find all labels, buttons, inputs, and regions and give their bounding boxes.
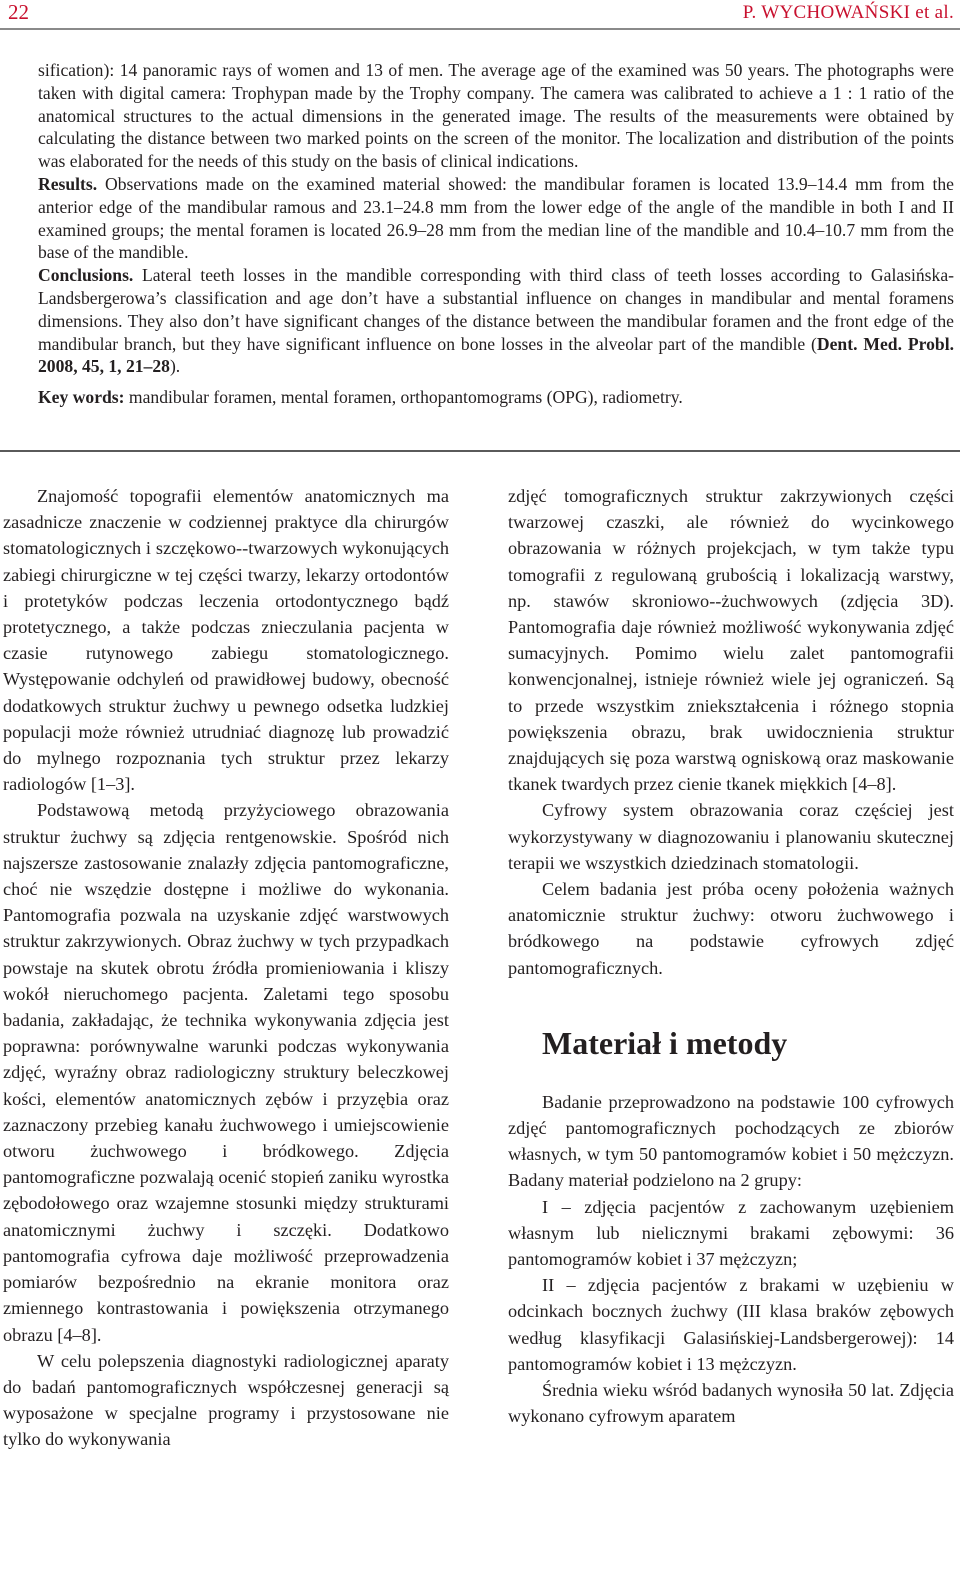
abstract (38, 59, 954, 409)
citation-close: ). (169, 356, 181, 377)
page-header (0, 0, 960, 24)
right-paragraph-7: Średnia wieku wśród badanych wynosiła 50 lat. Zdjęcia wykonano cyfrowym aparatem (508, 1380, 954, 1427)
section-heading: Materiał i metody (542, 1024, 788, 1061)
left-paragraph-3: W celu polepszenia diagnostyki radiologicznej aparaty do badań pantomograficznych współczesnej generacji są wyposażone w specjalne programy i przystosowane nie tylko do wykonywania (3, 1350, 449, 1450)
left-paragraph-1: Znajomość topografii elementów anatomicznych ma zasadnicze znaczenie w codziennej praktyce dla chirurgów stomatologicznych i szczękowo--twarzowych wykonujących zabiegi chirurgiczne w tej części twarzy, lekarzy ortodontów i protetyków podczas leczenia ortodontycznego bądź protetycznego, a także podczas znieczulania pacjenta w czasie rutynowego zabiegu stomatologicznego. Występowanie odchyleń od prawidłowej budowy, obecność dodatkowych struktur żuchwy u pewnego odsetka ludzkiej populacji może również utrudniać diagnozę lub prowadzić do mylnego rozpoznania tych struktur przez lekarzy radiologów [1–3]. (3, 486, 449, 795)
right-paragraph-2: Cyfrowy system obrazowania coraz częściej jest wykorzystywany w diagnozowaniu i planowaniu skutecznej terapii we wszystkich dziedzinach stomatologii. (508, 800, 954, 873)
right-column (508, 483, 954, 1430)
right-paragraph-3: Celem badania jest próba oceny położenia ważnych anatomicznie struktur żuchwy: otworu żuchwowego i bródkowego na podstawie cyfrowych zdjęć pantomograficznych. (508, 879, 954, 978)
right-paragraph-6: II – zdjęcia pacjentów z brakami w uzębieniu w odcinkach bocznych żuchwy (III klasa braków zębowych według klasyfikacji Galasińskiej-Landsbergerowej): 14 pantomogramów kobiet i 13 mężczyzn. (508, 1275, 954, 1374)
running-head: P. WYCHOWAŃSKI et al. (742, 2, 954, 23)
abstract-rule (0, 450, 960, 452)
conclusions-label: Conclusions. (38, 265, 134, 286)
keywords-text: mandibular foramen, mental foramen, orthopantomograms (OPG), radiometry. (124, 387, 683, 408)
abstract-method-paragraph (38, 59, 954, 173)
citation: Dent. Med. Probl. 2008, 45, 1, 21–28 (38, 333, 954, 377)
keywords-label: Key words: (38, 387, 125, 408)
left-paragraph-2: Podstawową metodą przyżyciowego obrazowania struktur żuchwy są zdjęcia rentgenowskie. Spośród nich najszersze zastosowanie znalazły zdjęcia pantomograficzne, choć nie wszędzie dostępne i możliwe do wykonania. Pantomografia pozwala na uzyskanie zdjęć warstwowych struktur zakrzywionych. Obraz żuchwy w tych przypadkach powstaje na skutek obrotu źródła promieniowania i kliszy wokół nieruchomego pacjenta. Zaletami tego sposobu badania, zakładając, że technika wykonywania zdjęcia jest poprawna: porównywalne warunki podczas wykonywania zdjęć, wyraźny obraz radiologiczny struktury beleczkowej kości, elementów anatomicznych zębów i przyzębia oraz zaznaczony przebieg kanału żuchwowego i umiejscowienie otworu żuchwowego i bródkowego. Zdjęcia pantomograficzne pozwalają ocenić stopień zaniku wyrostka zębodołowego oraz wzajemne stosunki między strukturami anatomicznymi żuchwy i szczęki. Dodatkowo pantomografia cyfrowa daje możliwość przeprowadzenia pomiarów bezpośrednio na ekranie monitora oraz zmiennego kontrastowania i powiększenia otrzymanego obrazu [4–8]. (3, 800, 449, 1345)
abstract-conclusions-paragraph (38, 264, 954, 378)
right-paragraph-1: zdjęć tomograficznych struktur zakrzywionych części twarzowej czaszki, ale również do wycinkowego obrazowania w różnych projekcjach, w tym także typu tomografii z regulowaną grubością i lokalizacją warstwy, np. stawów skroniowo--żuchwowych (zdjęcia 3D). Pantomografia daje również możliwość wykonywania zdjęć sumacyjnych. Pomimo wielu zalet pantomografii konwencjonalnej, istnieje również wiele jej ograniczeń. Są to przede wszystkim zniekształcenia i różnego stopnia powiększenia obrazu, brak uwidocznienia struktur znajdujących się poza warstwą ogniskową oraz maskowanie tkanek twardych przez cienie tkanek miękkich [4–8]. (508, 486, 954, 795)
header-rule (0, 28, 960, 30)
keywords-paragraph (38, 386, 954, 409)
results-text: Observations made on the examined material showed: the mandibular foramen is located 13.9–14.4 mm from the anterior edge of the mandibular ramous and 23.1–24.8 mm from the lower edge of the angle of the mandible in both I and II examined groups; the mental foramen is located 26.9–28 mm from the median line of the mandible and 10.4–10.7 mm from the base of the mandible. (38, 173, 954, 263)
conclusions-text: Lateral teeth losses in the mandible corresponding with third class of teeth losses according to Galasińska-Landsbergerowa’s classification and age don’t have a substantial influence on changes in mandibular and mental foramens dimensions. They also don’t have significant changes of the distance between the mandibular foramen and the front edge of the mandibular branch, but they have significant influence on bone losses in the alveolar part of the mandible ( (38, 265, 954, 354)
page-number: 22 (8, 0, 29, 24)
left-column (3, 483, 449, 1453)
right-paragraph-5: I – zdjęcia pacjentów z zachowanym uzębieniem własnym lub nielicznymi brakami zębowymi: 36 pantomogramów kobiet i 37 mężczyzn; (508, 1196, 954, 1270)
abstract-results-paragraph (38, 173, 954, 264)
abstract-method-text: sification): 14 panoramic rays of women and 13 of men. The average age of the examined was 50 years. The photographs were taken with digital camera: Trophypan made by the Trophy company. The camera was calibrated to achieve a 1 : 1 ratio of the anatomical structures to the actual dimensions in the generated image. The results of the measurements were obtained by calculating the distance between two marked points on the screen of the monitor. The localization and distribution of the points was elaborated for the needs of this study on the basis of clinical indications. (38, 60, 954, 172)
right-paragraph-4: Badanie przeprowadzono na podstawie 100 cyfrowych zdjęć pantomograficznych pochodzących ze zbiorów własnych, w tym 50 pantomogramów kobiet i 50 mężczyzn. Badany materiał podzielono na 2 grupy: (508, 1091, 954, 1191)
results-label: Results. (38, 173, 98, 194)
